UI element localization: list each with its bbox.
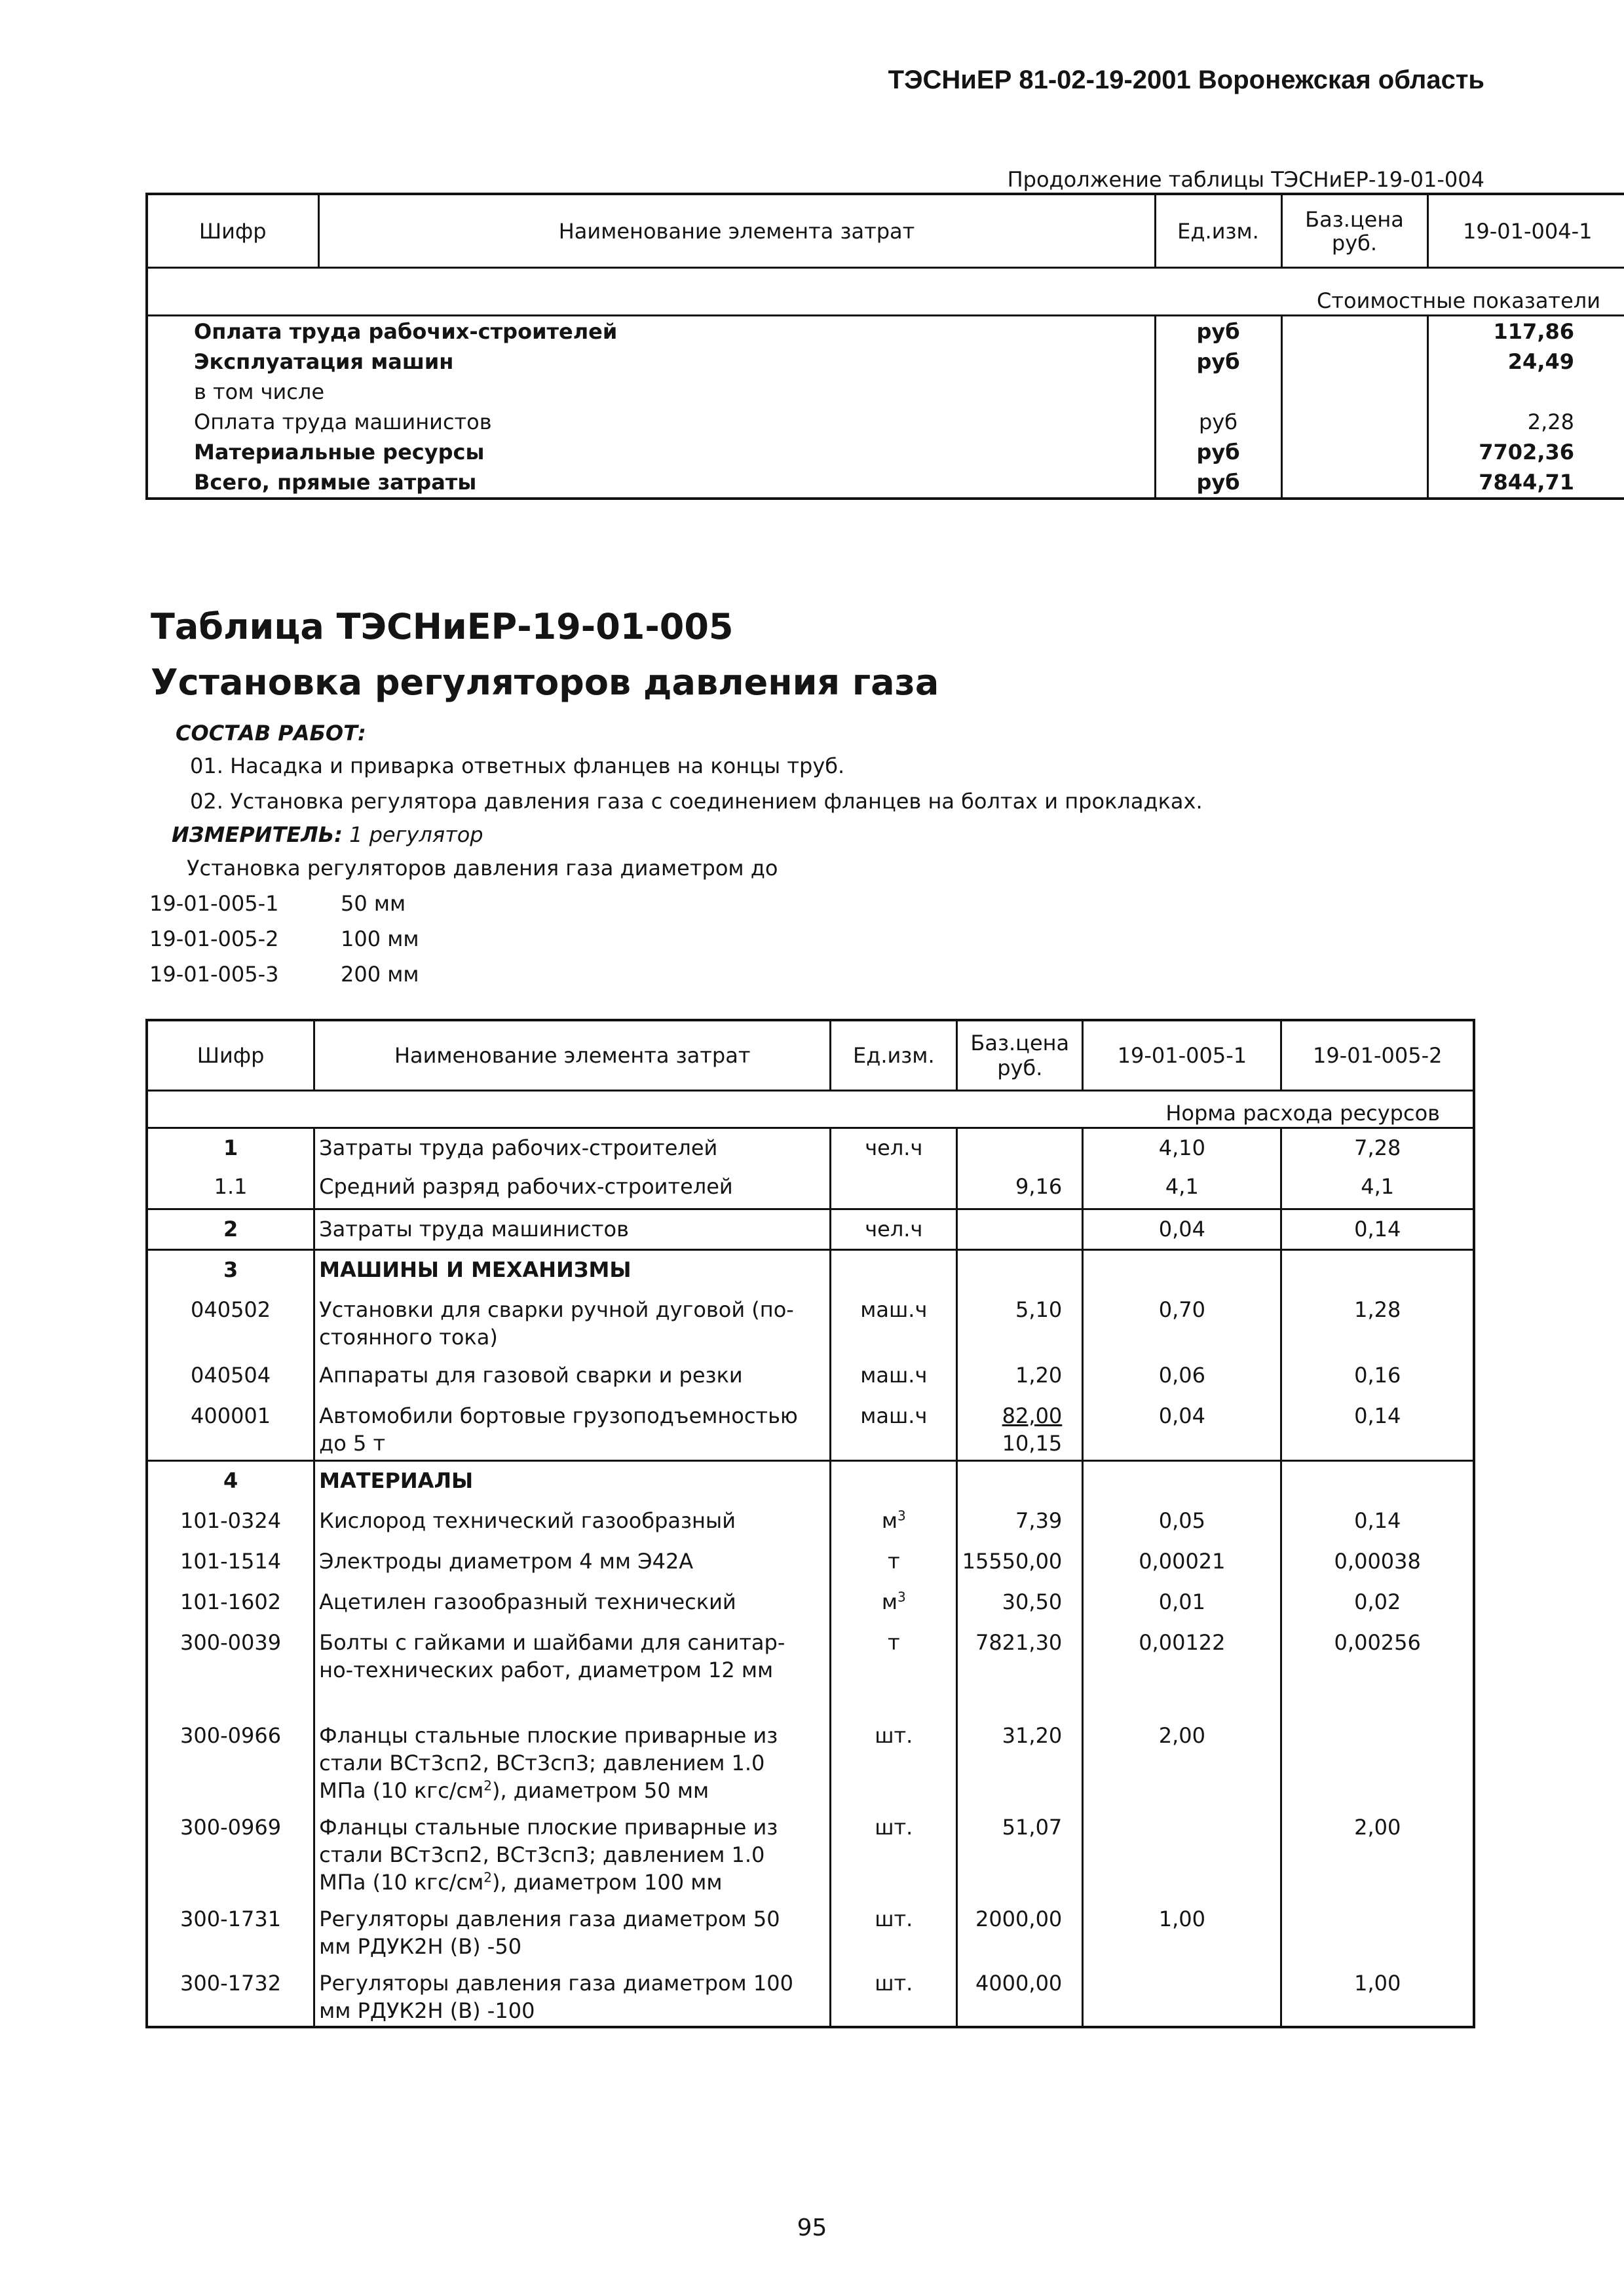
row-value: 117,86 xyxy=(1427,316,1624,347)
row-name-line: мм РДУК2Н (В) -50 xyxy=(319,1933,522,1959)
row-norm-2: 0,14 xyxy=(1281,1502,1474,1542)
row-code: 101-0324 xyxy=(147,1502,314,1542)
row-price xyxy=(957,1461,1083,1502)
row-unit: шт. xyxy=(831,1717,957,1808)
row-code: 300-1732 xyxy=(147,1964,314,2027)
row-value: 7702,36 xyxy=(1427,437,1624,467)
row-name: Затраты труда рабочих-строителей xyxy=(314,1128,831,1167)
table-row xyxy=(147,407,1624,437)
row-unit: руб xyxy=(1155,467,1281,499)
section-title: Установка регуляторов давления газа xyxy=(151,662,939,703)
row-norm-1 xyxy=(1083,1964,1281,2027)
price-header-line1: Баз.цена xyxy=(1305,206,1404,232)
row-name-line: стоянного тока) xyxy=(319,1324,498,1350)
row-code: 1.1 xyxy=(147,1167,314,1209)
row-price xyxy=(957,1209,1083,1250)
row-name: Средний разряд рабочих-строителей xyxy=(314,1167,831,1209)
table-row xyxy=(147,1583,1474,1623)
row-name xyxy=(314,1291,831,1356)
row-norm-2: 0,00256 xyxy=(1281,1623,1474,1717)
table-row xyxy=(147,1502,1474,1542)
row-code: 101-1514 xyxy=(147,1542,314,1583)
row-unit: маш.ч xyxy=(831,1356,957,1397)
price-header-line1: Баз.цена xyxy=(970,1031,1070,1055)
measure-line xyxy=(172,822,483,847)
row-price: 2000,00 xyxy=(957,1900,1083,1964)
code-desc: 200 мм xyxy=(341,962,419,987)
row-name-line: мм РДУК2Н (В) -100 xyxy=(319,1998,535,2023)
row-price xyxy=(957,1250,1083,1291)
row-name-line: ), диаметром 100 мм xyxy=(491,1869,723,1895)
column-header-norm-2: 19-01-005-2 xyxy=(1281,1020,1474,1091)
row-code: 040504 xyxy=(147,1356,314,1397)
row-name-line: МПа (10 кгс/см xyxy=(319,1777,484,1803)
resource-table-19-01-005 xyxy=(145,1019,1475,2028)
table-row xyxy=(147,316,1624,347)
row-name xyxy=(314,1964,831,2027)
row-norm-2: 1,00 xyxy=(1281,1964,1474,2027)
code-item: 19-01-005-1 xyxy=(149,891,279,916)
row-price: 9,16 xyxy=(957,1167,1083,1209)
row-price: 15550,00 xyxy=(957,1542,1083,1583)
row-norm-1: 2,00 xyxy=(1083,1717,1281,1808)
row-unit: руб xyxy=(1155,437,1281,467)
row-norm-2 xyxy=(1281,1250,1474,1291)
row-price: 7821,30 xyxy=(957,1623,1083,1717)
row-name: Кислород технический газообразный xyxy=(314,1502,831,1542)
row-unit: маш.ч xyxy=(831,1397,957,1461)
row-norm-1: 0,01 xyxy=(1083,1583,1281,1623)
row-name xyxy=(314,1808,831,1900)
row-code: 040502 xyxy=(147,1291,314,1356)
table-continuation-caption: Продолжение таблицы ТЭСНиЕР-19-01-004 xyxy=(1007,167,1484,192)
unit-base: м xyxy=(881,1508,897,1533)
table-row xyxy=(147,1900,1474,1964)
row-unit: чел.ч xyxy=(831,1209,957,1250)
row-unit xyxy=(831,1461,957,1502)
column-header-name: Наименование элемента затрат xyxy=(318,194,1155,268)
table-row xyxy=(147,1356,1474,1397)
row-name-line: Автомобили бортовые грузоподъемностью xyxy=(319,1403,798,1428)
row-name: Аппараты для газовой сварки и резки xyxy=(314,1356,831,1397)
row-code: 4 xyxy=(147,1461,314,1502)
row-norm-2: 0,14 xyxy=(1281,1397,1474,1461)
row-norm-2: 4,1 xyxy=(1281,1167,1474,1209)
subheader-row xyxy=(147,268,1624,316)
work-item: 01. Насадка и приварка ответных фланцев на концы труб. xyxy=(190,753,845,778)
row-name: Материальные ресурсы xyxy=(147,437,1155,467)
row-norm-2: 2,00 xyxy=(1281,1808,1474,1900)
row-code: 1 xyxy=(147,1128,314,1167)
row-norm-1: 0,00021 xyxy=(1083,1542,1281,1583)
row-code: 300-0039 xyxy=(147,1623,314,1717)
row-name: МАШИНЫ И МЕХАНИЗМЫ xyxy=(314,1250,831,1291)
table-title: Таблица ТЭСНиЕР-19-01-005 xyxy=(151,606,734,647)
row-norm-2: 1,28 xyxy=(1281,1291,1474,1356)
row-unit xyxy=(831,1583,957,1623)
row-unit xyxy=(831,1250,957,1291)
column-header-name: Наименование элемента затрат xyxy=(314,1020,831,1091)
row-name: в том числе xyxy=(147,377,1155,407)
subheader-label: Норма расхода ресурсов xyxy=(147,1091,1474,1128)
row-name: Ацетилен газообразный технический xyxy=(314,1583,831,1623)
row-name: Всего, прямые затраты xyxy=(147,467,1155,499)
row-norm-2: 0,14 xyxy=(1281,1209,1474,1250)
row-norm-1 xyxy=(1083,1250,1281,1291)
row-name-line: стали ВСт3сп2, ВСт3сп3; давлением 1.0 xyxy=(319,1750,765,1775)
row-price: 4000,00 xyxy=(957,1964,1083,2027)
row-code: 3 xyxy=(147,1250,314,1291)
row-price xyxy=(957,1397,1083,1461)
row-name: МАТЕРИАЛЫ xyxy=(314,1461,831,1502)
row-norm-1: 0,04 xyxy=(1083,1397,1281,1461)
row-norm-2: 0,00038 xyxy=(1281,1542,1474,1583)
row-norm-1: 0,00122 xyxy=(1083,1623,1281,1717)
row-norm-1: 4,1 xyxy=(1083,1167,1281,1209)
row-unit: руб xyxy=(1155,347,1281,377)
price-header-line2: руб. xyxy=(997,1055,1043,1080)
row-name xyxy=(314,1900,831,1964)
table-row xyxy=(147,1209,1474,1250)
column-header-code: Шифр xyxy=(147,194,318,268)
row-name xyxy=(314,1717,831,1808)
superscript: 2 xyxy=(483,1777,492,1793)
row-unit: руб xyxy=(1155,316,1281,347)
column-header-price xyxy=(1281,194,1427,268)
row-name-line: Фланцы стальные плоские приварные из xyxy=(319,1722,778,1748)
row-value: 2,28 xyxy=(1427,407,1624,437)
page-number: 95 xyxy=(797,2214,827,2241)
table-header-row xyxy=(147,1020,1474,1091)
table-row xyxy=(147,1964,1474,2027)
row-name: Оплата труда рабочих-строителей xyxy=(147,316,1155,347)
column-header-norm-1: 19-01-005-1 xyxy=(1083,1020,1281,1091)
row-name-line: Установки для сварки ручной дуговой (по- xyxy=(319,1297,794,1322)
row-name-line: Болты с гайками и шайбами для санитар- xyxy=(319,1629,785,1655)
column-header-unit: Ед.изм. xyxy=(831,1020,957,1091)
table-row xyxy=(147,1542,1474,1583)
code-desc: 100 мм xyxy=(341,926,419,951)
measure-value: 1 регулятор xyxy=(349,822,483,847)
table-row xyxy=(147,1717,1474,1808)
row-price-line: 10,15 xyxy=(1002,1430,1063,1456)
row-name-line: но-технических работ, диаметром 12 мм xyxy=(319,1657,774,1682)
row-unit: чел.ч xyxy=(831,1128,957,1167)
row-code: 101-1602 xyxy=(147,1583,314,1623)
row-name-line: стали ВСт3сп2, ВСт3сп3; давлением 1.0 xyxy=(319,1842,765,1867)
row-unit xyxy=(831,1167,957,1209)
row-norm-1: 4,10 xyxy=(1083,1128,1281,1167)
row-price: 7,39 xyxy=(957,1502,1083,1542)
table-row xyxy=(147,1291,1474,1356)
unit-superscript: 3 xyxy=(897,1588,906,1604)
row-unit: маш.ч xyxy=(831,1291,957,1356)
row-name: Оплата труда машинистов xyxy=(147,407,1155,437)
subheader-row xyxy=(147,1091,1474,1128)
column-header-unit: Ед.изм. xyxy=(1155,194,1281,268)
row-norm-2: 7,28 xyxy=(1281,1128,1474,1167)
row-name-line: МПа (10 кгс/см xyxy=(319,1869,484,1895)
row-price: 51,07 xyxy=(957,1808,1083,1900)
table-row xyxy=(147,1623,1474,1717)
intro-line: Установка регуляторов давления газа диаметром до xyxy=(187,856,778,881)
row-norm-1: 0,04 xyxy=(1083,1209,1281,1250)
table-header-row xyxy=(147,194,1624,268)
row-name-line: Регуляторы давления газа диаметром 50 xyxy=(319,1906,780,1931)
row-norm-2: 0,02 xyxy=(1281,1583,1474,1623)
works-label: СОСТАВ РАБОТ: xyxy=(176,721,366,746)
row-unit: руб xyxy=(1155,407,1281,437)
table-row xyxy=(147,437,1624,467)
column-header-code: Шифр xyxy=(147,1020,314,1091)
measure-label: ИЗМЕРИТЕЛЬ: xyxy=(172,822,343,847)
unit-base: м xyxy=(881,1589,897,1614)
row-name xyxy=(314,1397,831,1461)
row-name-line: Фланцы стальные плоские приварные из xyxy=(319,1814,778,1840)
code-item: 19-01-005-2 xyxy=(149,926,279,951)
row-norm-1: 0,70 xyxy=(1083,1291,1281,1356)
row-price xyxy=(957,1128,1083,1167)
row-norm-2: 0,16 xyxy=(1281,1356,1474,1397)
table-row xyxy=(147,1250,1474,1291)
table-row xyxy=(147,467,1624,499)
row-unit: шт. xyxy=(831,1900,957,1964)
running-header: ТЭСНиЕР 81-02-19-2001 Воронежская область xyxy=(888,66,1484,94)
row-name xyxy=(314,1623,831,1717)
column-header-norm: 19-01-004-1 xyxy=(1427,194,1624,268)
table-row xyxy=(147,1397,1474,1461)
row-norm-2 xyxy=(1281,1900,1474,1964)
table-row xyxy=(147,1461,1474,1502)
row-norm-1 xyxy=(1083,1808,1281,1900)
row-price-line: 82,00 xyxy=(1002,1403,1063,1428)
row-name: Электроды диаметром 4 мм Э42А xyxy=(314,1542,831,1583)
column-header-price xyxy=(957,1020,1083,1091)
row-code: 300-1731 xyxy=(147,1900,314,1964)
row-name-line: до 5 т xyxy=(319,1430,386,1456)
row-value: 7844,71 xyxy=(1427,467,1624,499)
row-price: 31,20 xyxy=(957,1717,1083,1808)
row-price: 1,20 xyxy=(957,1356,1083,1397)
row-unit: т xyxy=(831,1542,957,1583)
row-name: Эксплуатация машин xyxy=(147,347,1155,377)
row-price: 30,50 xyxy=(957,1583,1083,1623)
row-code: 400001 xyxy=(147,1397,314,1461)
work-item: 02. Установка регулятора давления газа с соединением фланцев на болтах и прокладках. xyxy=(190,789,1203,814)
superscript: 2 xyxy=(483,1869,492,1885)
row-code: 300-0966 xyxy=(147,1717,314,1808)
row-unit: шт. xyxy=(831,1808,957,1900)
row-value: 24,49 xyxy=(1427,347,1624,377)
row-unit xyxy=(1155,377,1281,407)
table-row xyxy=(147,1128,1474,1167)
row-unit: шт. xyxy=(831,1964,957,2027)
table-row xyxy=(147,1167,1474,1209)
row-norm-1: 1,00 xyxy=(1083,1900,1281,1964)
row-code: 300-0969 xyxy=(147,1808,314,1900)
table-row xyxy=(147,377,1624,407)
code-desc: 50 мм xyxy=(341,891,406,916)
subheader-label: Стоимостные показатели xyxy=(147,268,1624,316)
row-name-line: ), диаметром 50 мм xyxy=(491,1777,709,1803)
unit-superscript: 3 xyxy=(897,1507,906,1523)
row-value xyxy=(1427,377,1624,407)
row-norm-1 xyxy=(1083,1461,1281,1502)
row-unit xyxy=(831,1502,957,1542)
row-name-line: Регуляторы давления газа диаметром 100 xyxy=(319,1970,793,1996)
row-price: 5,10 xyxy=(957,1291,1083,1356)
table-row xyxy=(147,1808,1474,1900)
row-norm-2 xyxy=(1281,1717,1474,1808)
row-norm-1: 0,06 xyxy=(1083,1356,1281,1397)
table-row xyxy=(147,347,1624,377)
row-norm-1: 0,05 xyxy=(1083,1502,1281,1542)
price-header-line2: руб. xyxy=(1331,230,1378,256)
row-name: Затраты труда машинистов xyxy=(314,1209,831,1250)
row-code: 2 xyxy=(147,1209,314,1250)
cost-table-19-01-004 xyxy=(145,193,1624,500)
code-item: 19-01-005-3 xyxy=(149,962,279,987)
row-norm-2 xyxy=(1281,1461,1474,1502)
row-unit: т xyxy=(831,1623,957,1717)
